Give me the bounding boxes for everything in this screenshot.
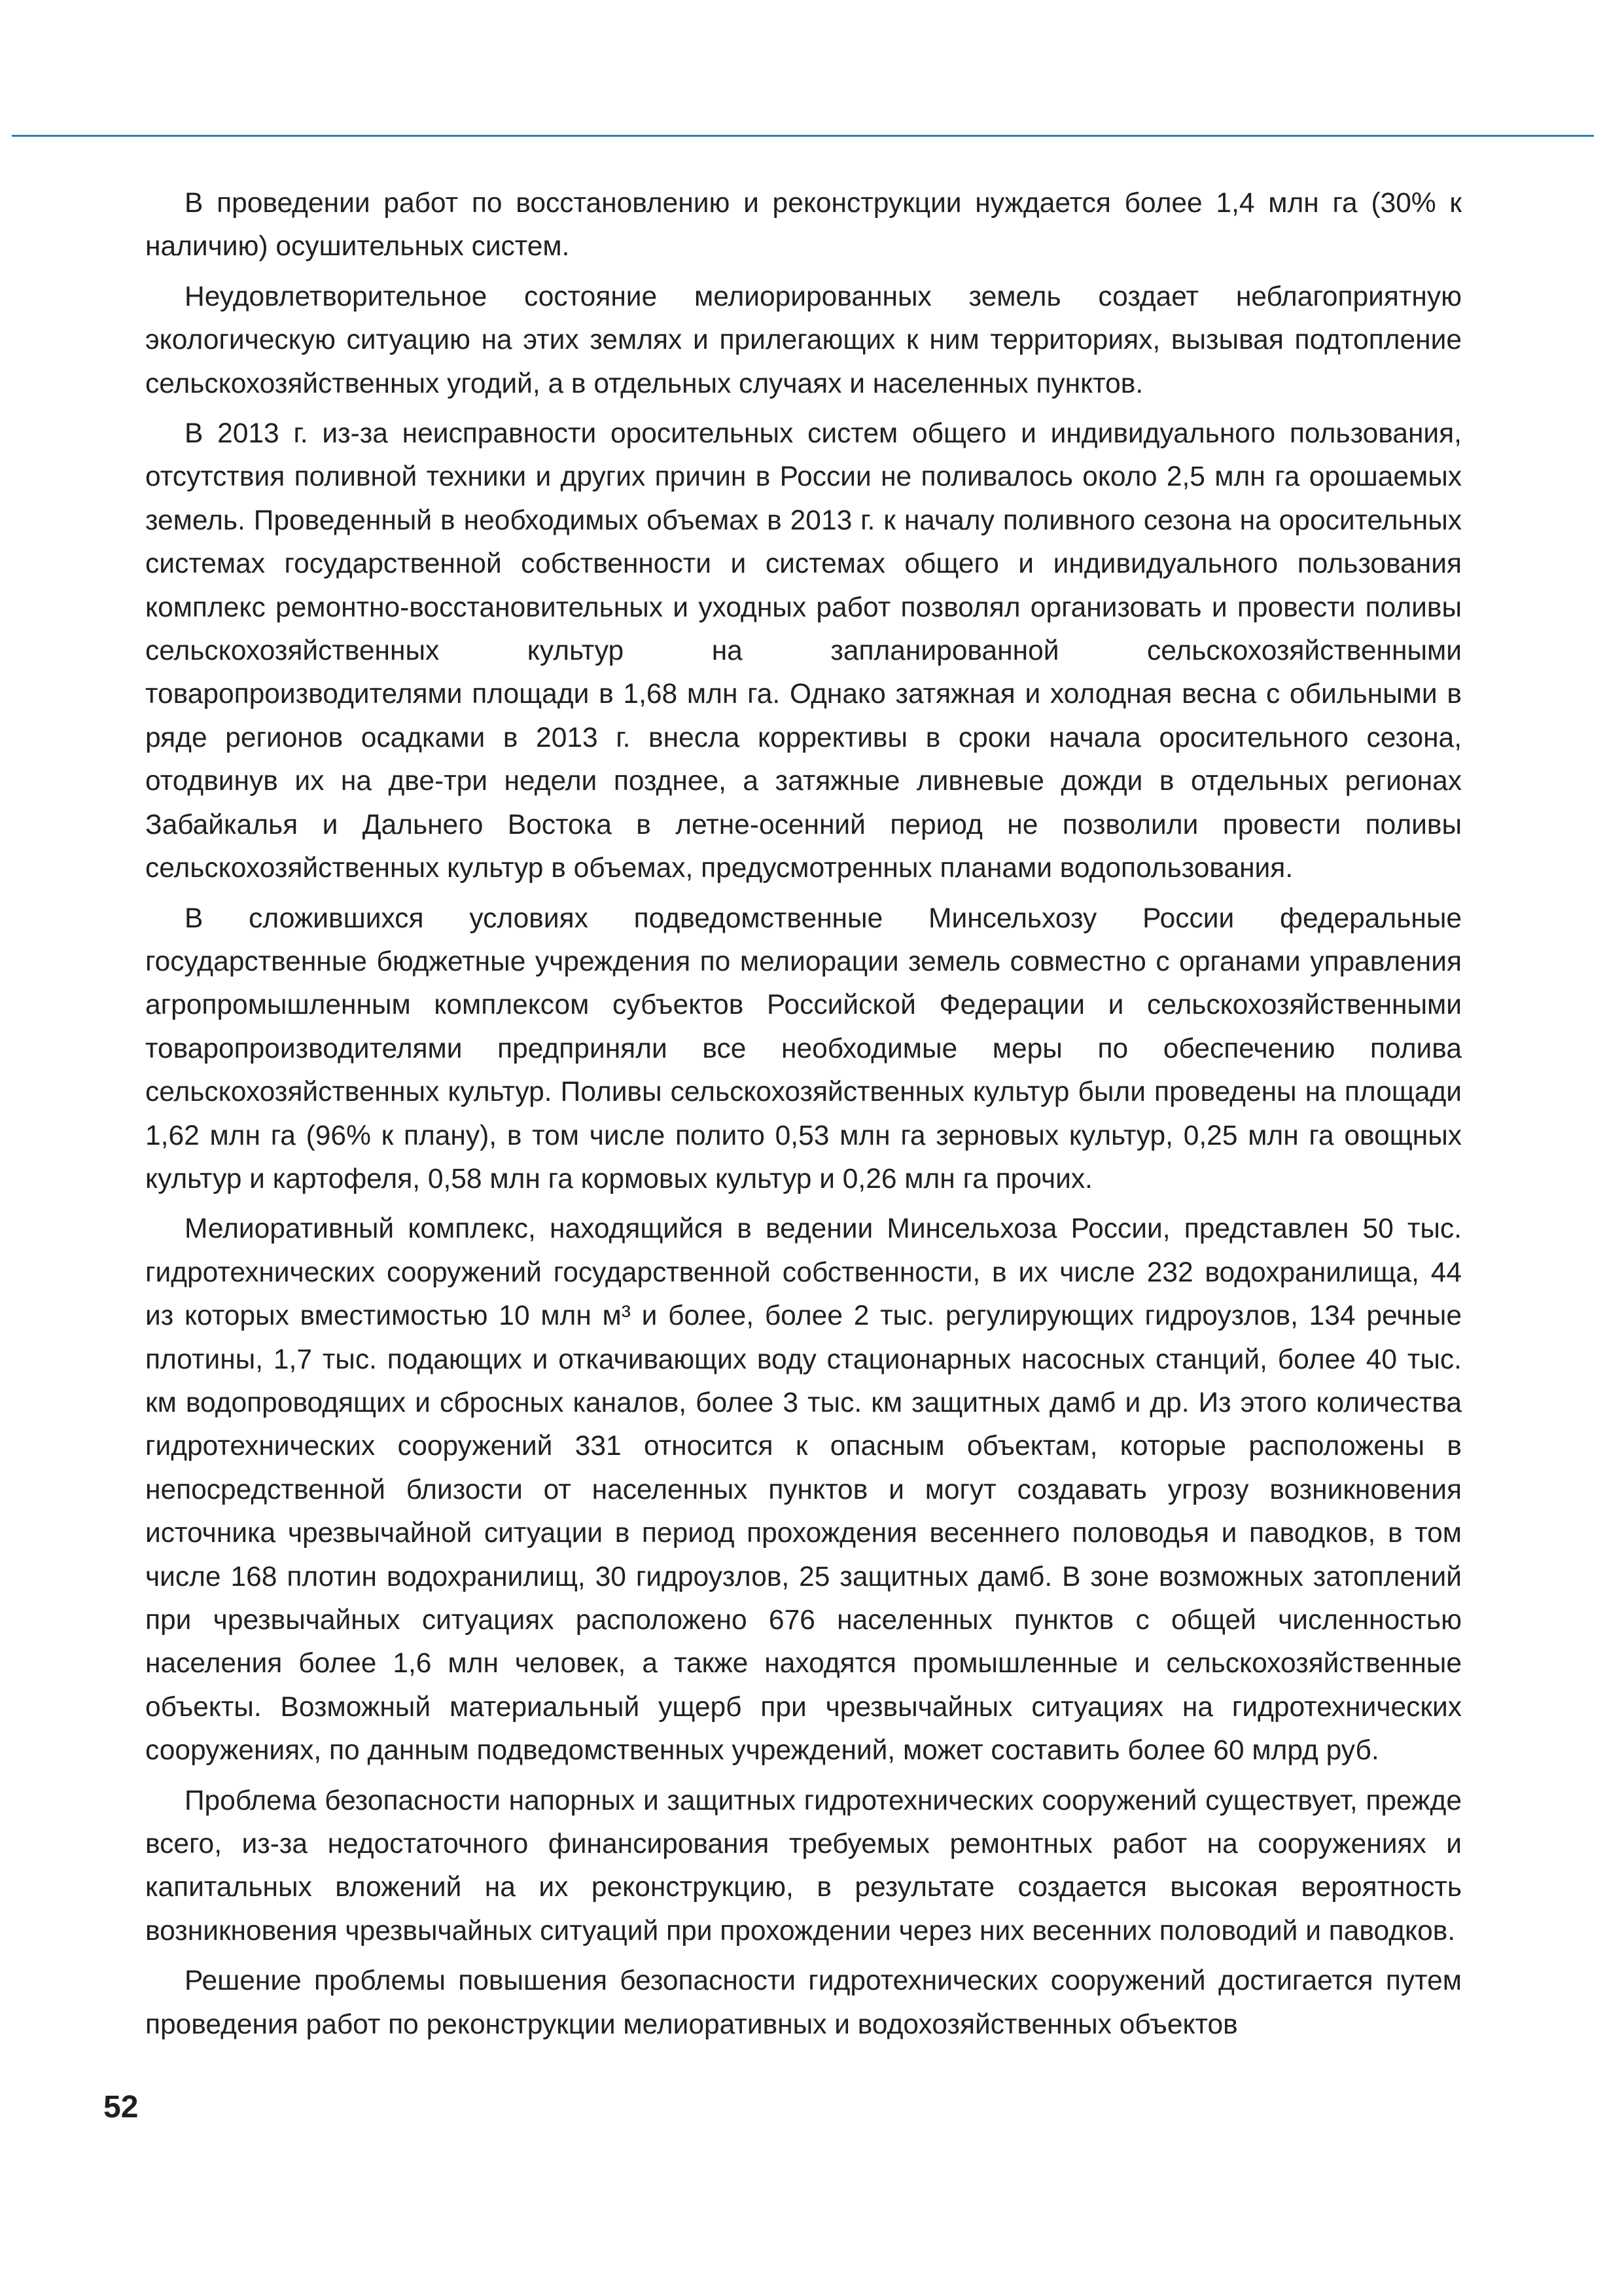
page-number: 52 [103, 2090, 139, 2125]
body-text [145, 182, 1462, 2053]
paragraph-5: Мелиоративный комплекс, находящийся в ведении Минсельхоза России, представлен 50 тыс. гидротехнических сооружений государственной собственности, в их числе 232 водохранилища, 44 из которых вместимостью 10 млн м³ и более, более 2 тыс. регулирующих гидроузлов, 134 речные плотины, 1,7 тыс. подающих и откачивающих воду стационарных насосных станций, более 40 тыс. км водопроводящих и сбросных каналов, более 3 тыс. км защитных дамб и др. Из этого количества гидротехнических сооружений 331 относится к опасным объектам, которые расположены в непосредственной близости от населенных пунктов и могут создавать угрозу возникновения источника чрезвычайной ситуации в период прохождения весеннего половодья и паводков, в том числе 168 плотин водохранилищ, 30 гидроузлов, 25 защитных дамб. В зоне возможных затоплений при чрезвычайных ситуациях расположено 676 населенных пунктов с общей численностью населения более 1,6 млн человек, а также находятся промышленные и сельскохозяйственные объекты. Возможный материальный ущерб при чрезвычайных ситуациях на гидротехнических сооружениях, по данным подведомственных учреждений, может составить более 60 млрд руб. [145, 1213, 1462, 1767]
paragraph-6: Проблема безопасности напорных и защитных гидротехнических сооружений существует, прежде всего, из-за недостаточного финансирования требуемых ремонтных работ на сооружениях и капитальных вложений на их реконструкцию, в результате создается высокая вероятность возникновения чрезвычайных ситуаций при прохождении через них весенних половодий и паводков. [145, 1785, 1462, 1946]
header-rule [12, 135, 1594, 137]
paragraph-7: Решение проблемы повышения безопасности гидротехнических сооружений достигается путем проведения работ по реконструкции мелиоративных и водохозяйственных объектов [145, 1965, 1462, 2040]
paragraph-4: В сложившихся условиях подведомственные Минсельхозу России федеральные государственные бюджетные учреждения по мелиорации земель совместно с органами управления агропромышленным комплексом субъектов Российской Федерации и сельскохозяйственными товаропроизводителями предприняли все необходимые меры по обеспечению полива сельскохозяйственных культур. Поливы сельскохозяйственных культур были проведены на площади 1,62 млн га (96% к плану), в том числе полито 0,53 млн га зерновых культур, 0,25 млн га овощных культур и картофеля, 0,58 млн га кормовых культур и 0,26 млн га прочих. [145, 903, 1462, 1194]
paragraph-1: В проведении работ по восстановлению и реконструкции нуждается более 1,4 млн га (30% к наличию) осушительных систем. [145, 188, 1462, 262]
paragraph-2: Неудовлетворительное состояние мелиорированных земель создает неблагоприятную экологическую ситуацию на этих землях и прилегающих к ним территориях, вызывая подтопление сельскохозяйственных угодий, а в отдельных случаях и населенных пунктов. [145, 281, 1462, 399]
paragraph-3: В 2013 г. из-за неисправности оросительных систем общего и индивидуального пользования, отсутствия поливной техники и других причин в России не поливалось около 2,5 млн га орошаемых земель. Проведенный в необходимых объемах в 2013 г. к началу поливного сезона на оросительных системах государственной собственности и системах общего и индивидуального пользования комплекс ремонтно-восстановительных и уходных работ позволял организовать и провести поливы сельскохозяйственных культур на запланированной сельскохозяйственными товаропроизводителями площади в 1,68 млн га. Однако затяжная и холодная весна с обильными в ряде регионов осадками в 2013 г. внесла коррективы в сроки начала оросительного сезона, отодвинув их на две-три недели позднее, а затяжные ливневые дожди в отдельных регионах Забайкалья и Дальнего Востока в летне-осенний период не позволили провести поливы сельскохозяйственных культур в объемах, предусмотренных планами водопользования. [145, 418, 1462, 884]
